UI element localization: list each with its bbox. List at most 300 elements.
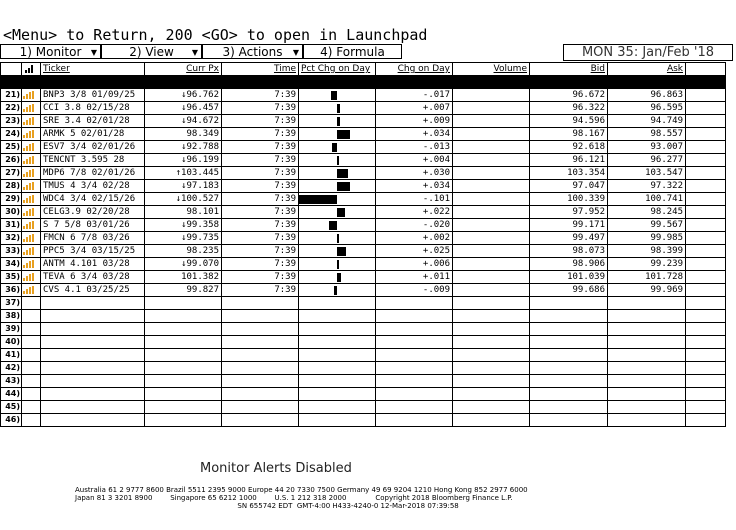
chg-cell[interactable]: +.002 [376, 232, 453, 245]
empty-cell[interactable] [145, 414, 222, 427]
row-number[interactable]: 32) [1, 232, 22, 245]
curr-px-cell[interactable]: ↓96.762 [145, 89, 222, 102]
time-cell[interactable]: 7:39 [222, 141, 299, 154]
empty-cell[interactable] [376, 297, 453, 310]
row-number[interactable]: 24) [1, 128, 22, 141]
ticker-cell[interactable]: CCI 3.8 02/15/28 [41, 102, 145, 115]
signal-strength-icon [22, 247, 36, 255]
empty-cell[interactable] [145, 297, 222, 310]
empty-cell[interactable] [299, 323, 376, 336]
empty-cell[interactable] [453, 336, 530, 349]
empty-cell[interactable] [453, 349, 530, 362]
volume-cell[interactable] [453, 89, 530, 102]
time-cell[interactable]: 7:39 [222, 245, 299, 258]
empty-cell[interactable] [608, 401, 686, 414]
empty-cell[interactable] [41, 388, 145, 401]
ask-cell[interactable]: 99.969 [608, 284, 686, 297]
bid-cell[interactable]: 98.073 [530, 245, 608, 258]
extra-cell [686, 154, 726, 167]
curr-px-cell[interactable]: 98.349 [145, 128, 222, 141]
table-row[interactable] [1, 89, 726, 102]
ask-cell[interactable]: 96.863 [608, 89, 686, 102]
empty-cell[interactable] [41, 349, 145, 362]
ticker-cell[interactable]: CVS 4.1 03/25/25 [41, 284, 145, 297]
bid-cell[interactable]: 97.952 [530, 206, 608, 219]
row-number[interactable]: 45) [1, 401, 22, 414]
row-number[interactable]: 44) [1, 388, 22, 401]
bid-cell[interactable]: 99.497 [530, 232, 608, 245]
empty-cell[interactable] [376, 362, 453, 375]
table-row[interactable] [1, 180, 726, 193]
ask-cell[interactable]: 101.728 [608, 271, 686, 284]
empty-cell[interactable] [222, 336, 299, 349]
ask-cell[interactable]: 99.985 [608, 232, 686, 245]
empty-cell[interactable] [299, 401, 376, 414]
empty-cell[interactable] [608, 388, 686, 401]
bid-header[interactable]: Bid [530, 63, 608, 76]
table-row[interactable] [1, 245, 726, 258]
ticker-cell[interactable]: TENCNT 3.595 28 [41, 154, 145, 167]
empty-cell[interactable] [608, 414, 686, 427]
empty-cell[interactable] [530, 297, 608, 310]
curr-px-header[interactable]: Curr Px [145, 63, 222, 76]
empty-cell[interactable] [22, 323, 41, 336]
row-number[interactable]: 22) [1, 102, 22, 115]
empty-cell[interactable] [530, 388, 608, 401]
table-row[interactable] [1, 141, 726, 154]
empty-row[interactable] [1, 323, 726, 336]
empty-cell[interactable] [22, 336, 41, 349]
curr-px-cell[interactable]: ↓97.183 [145, 180, 222, 193]
empty-cell[interactable] [530, 401, 608, 414]
empty-cell[interactable] [530, 375, 608, 388]
bid-cell[interactable]: 99.686 [530, 284, 608, 297]
time-cell[interactable]: 7:39 [222, 193, 299, 206]
bid-cell[interactable]: 100.339 [530, 193, 608, 206]
table-row[interactable] [1, 167, 726, 180]
empty-cell[interactable] [686, 401, 726, 414]
ticker-cell[interactable]: S 7 5/8 03/01/26 [41, 219, 145, 232]
ticker-cell[interactable]: ARMK 5 02/01/28 [41, 128, 145, 141]
row-number[interactable]: 42) [1, 362, 22, 375]
extra-cell [686, 232, 726, 245]
time-cell[interactable]: 7:39 [222, 167, 299, 180]
ticker-cell[interactable]: WDC4 3/4 02/15/26 [41, 193, 145, 206]
empty-cell[interactable] [530, 349, 608, 362]
row-number[interactable]: 31) [1, 219, 22, 232]
chg-cell[interactable]: -.017 [376, 89, 453, 102]
ticker-cell[interactable]: MDP6 7/8 02/01/26 [41, 167, 145, 180]
volume-header[interactable]: Volume [453, 63, 530, 76]
table-row[interactable] [1, 154, 726, 167]
empty-cell[interactable] [222, 388, 299, 401]
chg-cell[interactable]: +.030 [376, 167, 453, 180]
row-number[interactable]: 27) [1, 167, 22, 180]
empty-cell[interactable] [145, 349, 222, 362]
table-row[interactable] [1, 284, 726, 297]
empty-cell[interactable] [222, 323, 299, 336]
signal-strength-icon [22, 286, 36, 294]
chg-cell[interactable]: +.007 [376, 102, 453, 115]
row-number[interactable]: 29) [1, 193, 22, 206]
empty-cell[interactable] [686, 388, 726, 401]
table-row[interactable] [1, 232, 726, 245]
signal-strength-icon [22, 169, 36, 177]
empty-cell[interactable] [376, 310, 453, 323]
empty-cell[interactable] [222, 362, 299, 375]
row-number[interactable]: 39) [1, 323, 22, 336]
empty-cell[interactable] [686, 414, 726, 427]
empty-cell[interactable] [376, 349, 453, 362]
empty-cell[interactable] [453, 297, 530, 310]
ask-cell[interactable]: 98.245 [608, 206, 686, 219]
ask-cell[interactable]: 96.277 [608, 154, 686, 167]
empty-cell[interactable] [608, 336, 686, 349]
empty-cell[interactable] [41, 362, 145, 375]
empty-row[interactable] [1, 401, 726, 414]
row-number[interactable]: 38) [1, 310, 22, 323]
empty-cell[interactable] [222, 414, 299, 427]
volume-cell[interactable] [453, 206, 530, 219]
row-number[interactable]: 33) [1, 245, 22, 258]
volume-cell[interactable] [453, 154, 530, 167]
ask-cell[interactable]: 97.322 [608, 180, 686, 193]
empty-cell[interactable] [41, 401, 145, 414]
chg-cell[interactable]: +.034 [376, 180, 453, 193]
empty-cell[interactable] [686, 310, 726, 323]
table-row[interactable] [1, 128, 726, 141]
ask-header[interactable]: Ask [608, 63, 686, 76]
curr-px-cell[interactable]: ↑103.445 [145, 167, 222, 180]
curr-px-cell[interactable]: ↓99.070 [145, 258, 222, 271]
empty-cell[interactable] [222, 297, 299, 310]
empty-cell[interactable] [608, 362, 686, 375]
row-number[interactable]: 28) [1, 180, 22, 193]
curr-px-cell[interactable]: ↓100.527 [145, 193, 222, 206]
row-number[interactable]: 35) [1, 271, 22, 284]
time-cell[interactable]: 7:39 [222, 115, 299, 128]
curr-px-cell[interactable]: ↓99.358 [145, 219, 222, 232]
empty-cell[interactable] [22, 414, 41, 427]
table-row[interactable] [1, 193, 726, 206]
pct-chg-bar-cell [299, 154, 376, 167]
empty-cell[interactable] [41, 323, 145, 336]
empty-row[interactable] [1, 414, 726, 427]
signal-strength-icon [22, 130, 36, 138]
empty-cell[interactable] [222, 349, 299, 362]
empty-row[interactable] [1, 375, 726, 388]
signal-strength-icon [22, 91, 36, 99]
empty-cell[interactable] [453, 323, 530, 336]
empty-cell[interactable] [608, 310, 686, 323]
empty-cell[interactable] [530, 414, 608, 427]
time-cell[interactable]: 7:39 [222, 102, 299, 115]
table-row[interactable] [1, 115, 726, 128]
row-number[interactable]: 46) [1, 414, 22, 427]
time-cell[interactable]: 7:39 [222, 128, 299, 141]
time-cell[interactable]: 7:39 [222, 232, 299, 245]
row-number[interactable]: 40) [1, 336, 22, 349]
row-number[interactable]: 30) [1, 206, 22, 219]
bid-cell[interactable]: 96.121 [530, 154, 608, 167]
curr-px-cell[interactable]: 98.101 [145, 206, 222, 219]
table-row[interactable] [1, 258, 726, 271]
pct-chg-bar [337, 247, 346, 256]
empty-cell[interactable] [41, 336, 145, 349]
view-menu[interactable] [101, 44, 202, 59]
table-row[interactable] [1, 206, 726, 219]
empty-cell[interactable] [145, 323, 222, 336]
row-number[interactable]: 26) [1, 154, 22, 167]
ticker-cell[interactable]: PPC5 3/4 03/15/25 [41, 245, 145, 258]
row-number[interactable]: 34) [1, 258, 22, 271]
volume-cell[interactable] [453, 102, 530, 115]
time-cell[interactable]: 7:39 [222, 180, 299, 193]
ask-cell[interactable]: 99.239 [608, 258, 686, 271]
volume-cell[interactable] [453, 271, 530, 284]
empty-cell[interactable] [376, 388, 453, 401]
actions-menu[interactable] [202, 44, 303, 59]
row-number[interactable]: 43) [1, 375, 22, 388]
empty-row[interactable] [1, 297, 726, 310]
volume-cell[interactable] [453, 245, 530, 258]
empty-cell[interactable] [686, 336, 726, 349]
pct-chg-bar-cell [299, 206, 376, 219]
empty-cell[interactable] [608, 297, 686, 310]
ask-cell[interactable]: 93.007 [608, 141, 686, 154]
chg-cell[interactable]: +.034 [376, 128, 453, 141]
curr-px-cell[interactable]: 101.382 [145, 271, 222, 284]
time-cell[interactable]: 7:39 [222, 154, 299, 167]
chg-cell[interactable]: -.009 [376, 284, 453, 297]
pct-chg-bar-cell [299, 232, 376, 245]
empty-cell[interactable] [686, 362, 726, 375]
signal-strength-icon [22, 156, 36, 164]
bid-cell[interactable]: 96.322 [530, 102, 608, 115]
curr-px-cell[interactable]: ↓96.199 [145, 154, 222, 167]
time-header[interactable]: Time [222, 63, 299, 76]
chg-cell[interactable]: +.022 [376, 206, 453, 219]
ticker-cell[interactable]: CELG3.9 02/20/28 [41, 206, 145, 219]
chg-cell[interactable]: +.004 [376, 154, 453, 167]
empty-cell[interactable] [453, 388, 530, 401]
empty-cell[interactable] [145, 401, 222, 414]
curr-px-cell[interactable]: ↓94.672 [145, 115, 222, 128]
empty-cell[interactable] [145, 362, 222, 375]
ticker-header[interactable]: Ticker [41, 63, 145, 76]
time-cell[interactable]: 7:39 [222, 219, 299, 232]
empty-cell[interactable] [145, 388, 222, 401]
empty-cell[interactable] [686, 297, 726, 310]
empty-cell[interactable] [453, 362, 530, 375]
signal-strength-icon [22, 117, 36, 125]
empty-cell[interactable] [145, 336, 222, 349]
pct-chg-bar-cell [299, 193, 376, 206]
time-cell[interactable]: 7:39 [222, 89, 299, 102]
curr-px-cell[interactable]: ↓99.735 [145, 232, 222, 245]
empty-cell[interactable] [299, 297, 376, 310]
curr-px-cell[interactable]: 99.827 [145, 284, 222, 297]
ask-cell[interactable]: 100.741 [608, 193, 686, 206]
empty-cell[interactable] [686, 323, 726, 336]
ticker-cell[interactable]: SRE 3.4 02/01/28 [41, 115, 145, 128]
signal-cell [22, 180, 41, 193]
empty-cell[interactable] [299, 349, 376, 362]
chg-cell[interactable]: -.101 [376, 193, 453, 206]
chg-cell[interactable]: +.006 [376, 258, 453, 271]
empty-cell[interactable] [22, 401, 41, 414]
time-cell[interactable]: 7:39 [222, 258, 299, 271]
ticker-cell[interactable]: FMCN 6 7/8 03/26 [41, 232, 145, 245]
bid-cell[interactable]: 98.167 [530, 128, 608, 141]
bid-cell[interactable]: 97.047 [530, 180, 608, 193]
empty-cell[interactable] [145, 310, 222, 323]
empty-cell[interactable] [222, 310, 299, 323]
chg-cell[interactable]: +.011 [376, 271, 453, 284]
signal-cell [22, 258, 41, 271]
volume-cell[interactable] [453, 193, 530, 206]
volume-cell[interactable] [453, 115, 530, 128]
signal-cell [22, 271, 41, 284]
volume-cell[interactable] [453, 180, 530, 193]
volume-cell[interactable] [453, 167, 530, 180]
ticker-cell[interactable]: BNP3 3/8 01/09/25 [41, 89, 145, 102]
empty-cell[interactable] [453, 375, 530, 388]
empty-cell[interactable] [22, 310, 41, 323]
empty-cell[interactable] [299, 388, 376, 401]
empty-cell[interactable] [686, 349, 726, 362]
ask-cell[interactable]: 98.399 [608, 245, 686, 258]
empty-row[interactable] [1, 388, 726, 401]
monitor-menu[interactable] [0, 44, 101, 59]
empty-cell[interactable] [376, 414, 453, 427]
extra-cell [686, 258, 726, 271]
row-number[interactable]: 25) [1, 141, 22, 154]
empty-cell[interactable] [453, 401, 530, 414]
volume-cell[interactable] [453, 232, 530, 245]
bid-cell[interactable]: 99.171 [530, 219, 608, 232]
row-number[interactable]: 23) [1, 115, 22, 128]
chg-cell[interactable]: +.025 [376, 245, 453, 258]
empty-cell[interactable] [530, 323, 608, 336]
empty-cell[interactable] [222, 375, 299, 388]
row-number[interactable]: 36) [1, 284, 22, 297]
time-cell[interactable]: 7:39 [222, 271, 299, 284]
volume-cell[interactable] [453, 284, 530, 297]
bid-cell[interactable]: 92.618 [530, 141, 608, 154]
empty-cell[interactable] [376, 323, 453, 336]
volume-cell[interactable] [453, 258, 530, 271]
bid-cell[interactable]: 96.672 [530, 89, 608, 102]
empty-cell[interactable] [41, 297, 145, 310]
volume-cell[interactable] [453, 141, 530, 154]
bid-cell[interactable]: 94.596 [530, 115, 608, 128]
ask-cell[interactable]: 96.595 [608, 102, 686, 115]
ticker-cell[interactable]: TMUS 4 3/4 02/28 [41, 180, 145, 193]
formula-menu[interactable] [303, 44, 402, 59]
empty-cell[interactable] [453, 414, 530, 427]
curr-px-cell[interactable]: ↓92.788 [145, 141, 222, 154]
volume-cell[interactable] [453, 128, 530, 141]
caret-down-icon: ▼ [292, 48, 299, 57]
empty-cell[interactable] [22, 362, 41, 375]
row-number[interactable]: 41) [1, 349, 22, 362]
curr-px-cell[interactable]: 98.235 [145, 245, 222, 258]
bid-cell[interactable]: 103.354 [530, 167, 608, 180]
empty-cell[interactable] [686, 375, 726, 388]
empty-cell[interactable] [222, 401, 299, 414]
empty-cell[interactable] [41, 310, 145, 323]
empty-row[interactable] [1, 349, 726, 362]
pct-chg-bar [334, 286, 337, 295]
empty-cell[interactable] [530, 310, 608, 323]
empty-cell[interactable] [145, 375, 222, 388]
empty-row[interactable] [1, 310, 726, 323]
empty-cell[interactable] [530, 336, 608, 349]
empty-cell[interactable] [22, 388, 41, 401]
volume-cell[interactable] [453, 219, 530, 232]
empty-cell[interactable] [608, 349, 686, 362]
chg-cell[interactable]: -.020 [376, 219, 453, 232]
empty-cell[interactable] [41, 414, 145, 427]
ask-cell[interactable]: 98.557 [608, 128, 686, 141]
curr-px-cell[interactable]: ↓96.457 [145, 102, 222, 115]
empty-cell[interactable] [299, 310, 376, 323]
table-row[interactable] [1, 219, 726, 232]
empty-cell[interactable] [608, 323, 686, 336]
extra-cell [686, 128, 726, 141]
empty-cell[interactable] [453, 310, 530, 323]
empty-row[interactable] [1, 362, 726, 375]
row-number[interactable]: 37) [1, 297, 22, 310]
empty-cell[interactable] [299, 375, 376, 388]
time-cell[interactable]: 7:39 [222, 206, 299, 219]
empty-cell[interactable] [41, 375, 145, 388]
bid-cell[interactable]: 98.906 [530, 258, 608, 271]
empty-cell[interactable] [299, 362, 376, 375]
empty-cell[interactable] [376, 375, 453, 388]
empty-cell[interactable] [22, 375, 41, 388]
empty-cell[interactable] [530, 362, 608, 375]
chg-cell[interactable]: -.013 [376, 141, 453, 154]
ask-cell[interactable]: 99.567 [608, 219, 686, 232]
bid-cell[interactable]: 101.039 [530, 271, 608, 284]
empty-row[interactable] [1, 336, 726, 349]
ask-cell[interactable]: 103.547 [608, 167, 686, 180]
row-number[interactable]: 21) [1, 89, 22, 102]
empty-cell[interactable] [376, 401, 453, 414]
chg-cell[interactable]: +.009 [376, 115, 453, 128]
pct-chg-bar [337, 156, 339, 165]
empty-cell[interactable] [22, 349, 41, 362]
table-row[interactable] [1, 271, 726, 284]
table-row[interactable] [1, 102, 726, 115]
pct-chg-bar [337, 169, 348, 178]
empty-cell[interactable] [376, 336, 453, 349]
ticker-cell[interactable]: ESV7 3/4 02/01/26 [41, 141, 145, 154]
empty-cell[interactable] [608, 375, 686, 388]
ask-cell[interactable]: 94.749 [608, 115, 686, 128]
chg-header[interactable]: Chg on Day [376, 63, 453, 76]
pct-chg-header[interactable]: Pct Chg on Day [299, 63, 376, 76]
empty-cell[interactable] [299, 336, 376, 349]
signal-header [22, 63, 41, 76]
time-cell[interactable]: 7:39 [222, 284, 299, 297]
empty-cell[interactable] [22, 297, 41, 310]
ticker-cell[interactable]: TEVA 6 3/4 03/28 [41, 271, 145, 284]
ticker-cell[interactable]: ANTM 4.101 03/28 [41, 258, 145, 271]
empty-cell[interactable] [299, 414, 376, 427]
